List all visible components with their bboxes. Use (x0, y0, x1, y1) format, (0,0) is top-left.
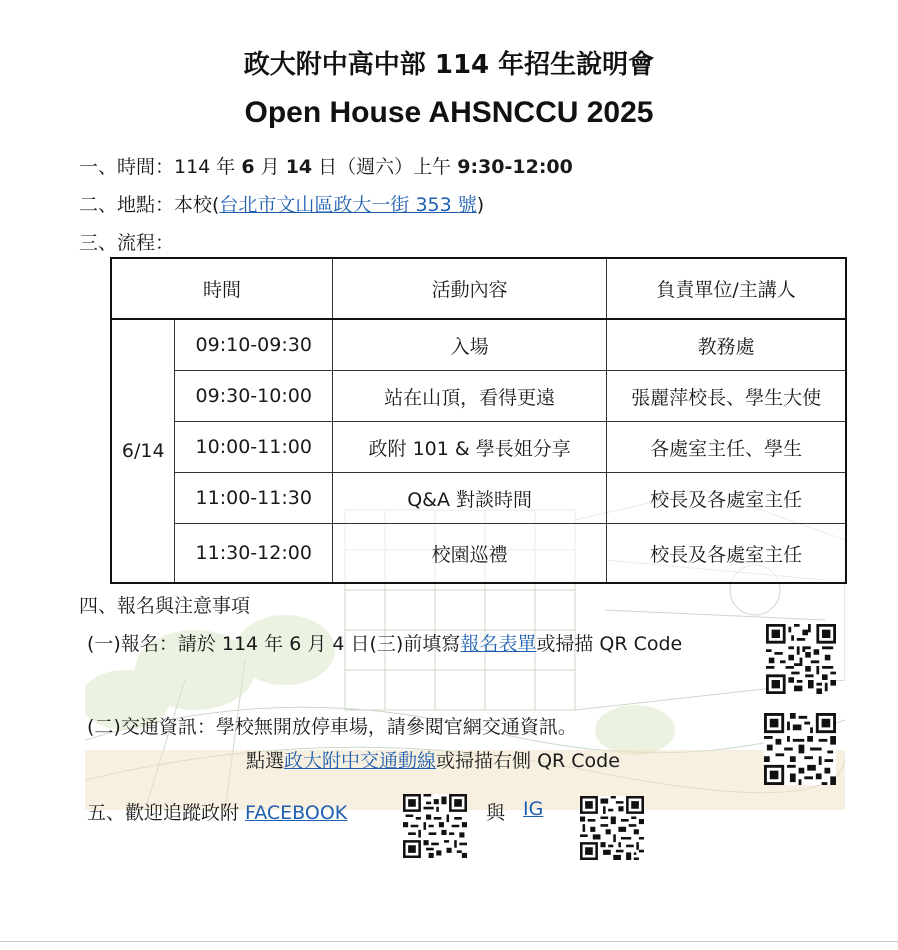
time-line: 一、時間：114 年 6 月 14 日（週六）上午 9:30-12:00 (79, 156, 573, 178)
signup-line: (一)報名：請於 114 年 6 月 4 日(三)前填寫報名表單或掃描 QR Code (87, 633, 683, 655)
host-cell: 教務處 (607, 319, 846, 371)
table-row (111, 422, 846, 473)
ig-link-wrap (523, 798, 543, 820)
flow-label: 三、流程： (79, 232, 175, 254)
activity-cell: 校園巡禮 (333, 524, 607, 584)
header-time: 時間 (111, 258, 333, 319)
qr-code-icon (764, 713, 836, 785)
signup-qr-code[interactable] (766, 624, 836, 694)
table-row (111, 319, 846, 371)
qr-code-icon (580, 796, 644, 860)
transport-route-link[interactable]: 政大附中交通動線 (284, 750, 437, 772)
follow-and: 與 (486, 802, 506, 824)
time-cell: 11:30-12:00 (175, 524, 333, 584)
time-cell: 10:00-11:00 (175, 422, 333, 473)
table-header-row (111, 258, 846, 319)
host-cell: 校長及各處室主任 (607, 473, 846, 524)
time-cell: 11:00-11:30 (175, 473, 333, 524)
page-subtitle: Open House AHSNCCU 2025 (244, 96, 654, 129)
place-line: 二、地點：本校(台北市文山區政大一街 353 號) (79, 194, 485, 216)
header-host: 負責單位/主講人 (607, 258, 846, 319)
page-title: 政大附中高中部 114 年招生說明會 (243, 50, 655, 80)
schedule-table (110, 257, 847, 584)
transport-qr-code[interactable] (764, 713, 836, 785)
qr-code-icon (403, 794, 467, 858)
activity-cell: 政附 101 & 學長姐分享 (333, 422, 607, 473)
host-cell: 校長及各處室主任 (607, 524, 846, 584)
qr-code-icon (766, 624, 836, 694)
host-cell: 張麗萍校長、學生大使 (607, 371, 846, 422)
signup-form-link[interactable]: 報名表單 (460, 633, 537, 655)
table-row (111, 524, 846, 584)
notes-heading: 四、報名與注意事項 (79, 595, 251, 617)
host-cell: 各處室主任、學生 (607, 422, 846, 473)
activity-cell: 站在山頂，看得更遠 (333, 371, 607, 422)
ig-link[interactable]: IG (523, 798, 544, 820)
header-activity: 活動內容 (333, 258, 607, 319)
date-cell: 6/14 (111, 319, 175, 583)
transport-line: (二)交通資訊：學校無開放停車場，請參閱官網交通資訊。 (87, 716, 577, 738)
activity-cell: Q&A 對談時間 (333, 473, 607, 524)
table-row (111, 371, 846, 422)
facebook-link[interactable]: FACEBOOK (245, 802, 348, 824)
ig-qr-code[interactable] (580, 796, 644, 860)
bottom-divider (0, 941, 898, 942)
time-cell: 09:10-09:30 (175, 319, 333, 371)
time-cell: 09:30-10:00 (175, 371, 333, 422)
table-row (111, 473, 846, 524)
facebook-qr-code[interactable] (403, 794, 467, 858)
activity-cell: 入場 (333, 319, 607, 371)
address-link[interactable]: 台北市文山區政大一街 353 號 (219, 194, 477, 216)
follow-line: 五、歡迎追蹤政附 FACEBOOK (87, 802, 348, 824)
transport-link-line: 點選政大附中交通動線或掃描右側 QR Code (246, 750, 620, 772)
